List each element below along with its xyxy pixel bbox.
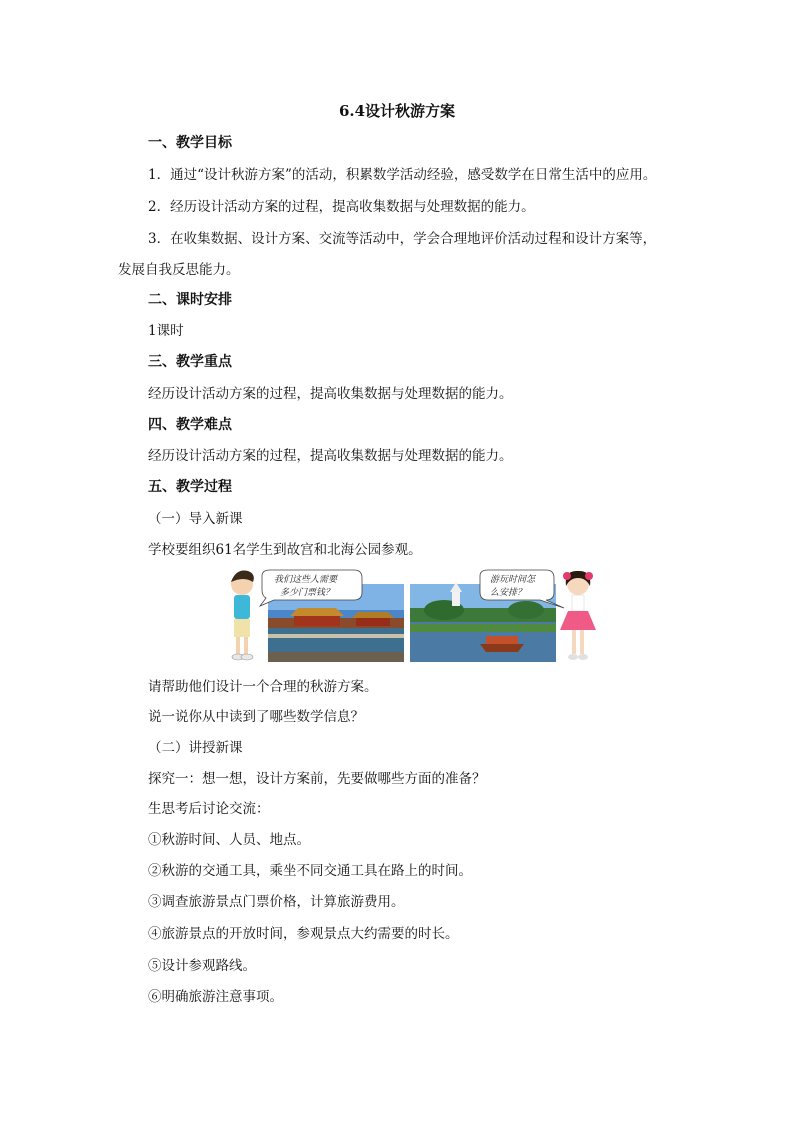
list-item: ⑤设计参观路线。 <box>148 958 256 974</box>
discussion-intro: 生思考后讨论交流： <box>148 801 270 817</box>
section-heading-process: 五、教学过程 <box>148 479 232 495</box>
illustration <box>228 568 604 664</box>
girl-character <box>560 571 596 660</box>
goal-item-3: 3．在收集数据、设计方案、交流等活动中，学会合理地评价活动过程和设计方案等， <box>148 231 657 247</box>
intro-text: 学校要组织61名学生到故宫和北海公园参观。 <box>148 542 422 558</box>
explore-1: 探究一：想一想，设计方案前，先要做哪些方面的准备？ <box>148 771 486 787</box>
bubble-girl-line-2: 么安排？ <box>490 588 527 598</box>
after-text-1: 请帮助他们设计一个合理的秋游方案。 <box>148 679 378 695</box>
bubble-boy-line-2: 多少门票钱？ <box>280 588 335 598</box>
subsection-intro-lesson: （一）导入新课 <box>148 511 243 527</box>
page-title: 6.4设计秋游方案 <box>338 102 456 120</box>
section-heading-goals: 一、教学目标 <box>148 135 232 151</box>
list-item: ①秋游时间、人员、地点。 <box>148 832 310 848</box>
boy-character <box>231 570 254 660</box>
section-heading-schedule: 二、课时安排 <box>148 292 232 308</box>
list-item: ④旅游景点的开放时间，参观景点大约需要的时长。 <box>148 926 459 942</box>
bubble-girl-line-1: 游玩时间怎 <box>490 575 536 585</box>
key-points-text: 经历设计活动方案的过程，提高收集数据与处理数据的能力。 <box>148 386 513 402</box>
goal-item-3-continued: 发展自我反思能力。 <box>118 262 240 278</box>
list-item: ②秋游的交通工具，乘坐不同交通工具在路上的时间。 <box>148 863 472 879</box>
bubble-boy-line-1: 我们这些人需要 <box>274 575 338 585</box>
list-item: ③调查旅游景点门票价格，计算旅游费用。 <box>148 894 405 910</box>
difficulties-text: 经历设计活动方案的过程，提高收集数据与处理数据的能力。 <box>148 448 513 464</box>
subsection-new-lesson: （二）讲授新课 <box>148 740 243 756</box>
goal-item-2: 2．经历设计活动方案的过程，提高收集数据与处理数据的能力。 <box>148 199 535 215</box>
schedule-text: 1课时 <box>148 323 184 339</box>
after-text-2: 说一说你从中读到了哪些数学信息？ <box>148 709 364 725</box>
section-heading-key-points: 三、教学重点 <box>148 354 232 370</box>
section-heading-difficulties: 四、教学难点 <box>148 417 232 433</box>
goal-item-1: 1．通过“设计秋游方案”的活动，积累数学活动经验，感受数学在日常生活中的应用。 <box>148 167 657 183</box>
list-item: ⑥明确旅游注意事项。 <box>148 989 283 1005</box>
